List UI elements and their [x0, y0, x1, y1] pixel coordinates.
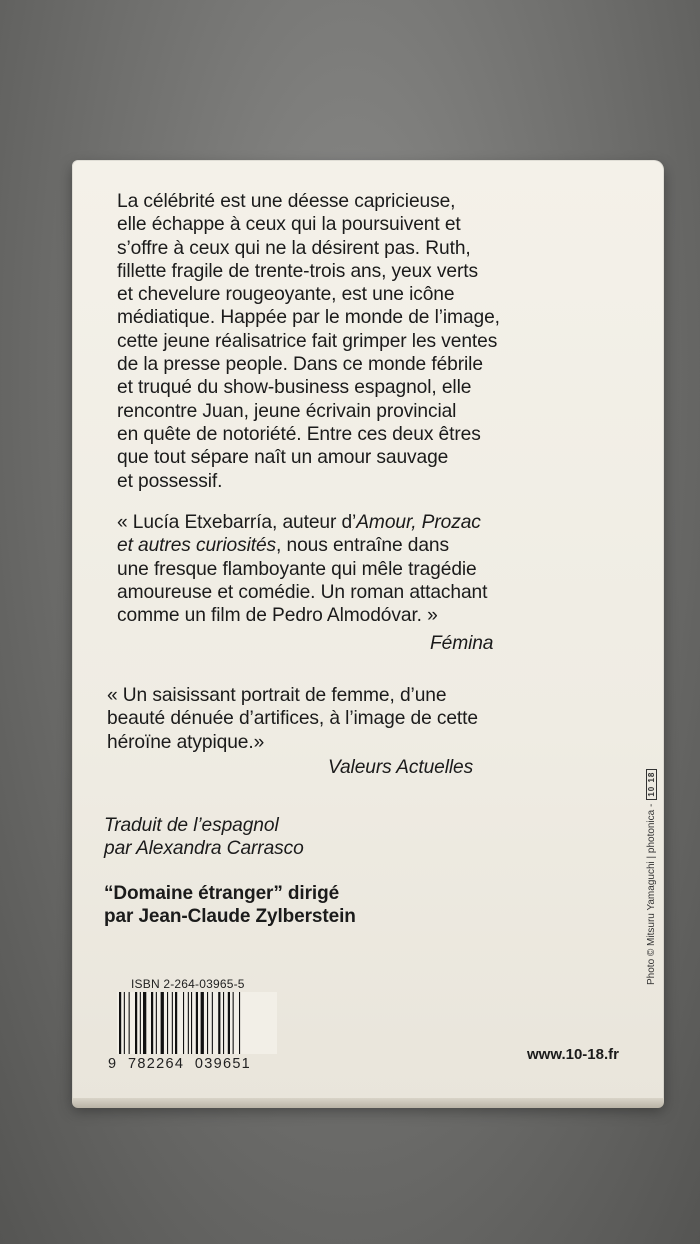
collection-credit: “Domaine étranger” dirigé par Jean-Claude Zylberstein [104, 883, 356, 928]
ean-number: 9 782264 039651 [108, 1056, 252, 1072]
review-source-valeurs: Valeurs Actuelles [328, 757, 474, 778]
review-source-femina: Fémina [430, 633, 494, 654]
review-quote-valeurs: « Un saisissant portrait de femme, d’une beauté dénuée d’artifices, à l’image de cette héroïne atypique.» [107, 685, 478, 753]
synopsis-text: La célébrité est une déesse capricieuse, elle échappe à ceux qui la poursuivent et s’offre à ceux qui ne la désirent pas. Ruth, fillette fragile de trente-trois ans, yeux verts et chevelure rougeoyante, est une icône médiatique. Happée par le monde de l’image, cette jeune réalisatrice fait grimper les ventes de la presse people. Dans ce monde fébrile et truqué du show-business espagnol, elle rencontre Juan, jeune écrivain provincial en quête de notoriété. Entre ces deux êtres que tout sépare naît un amour sauvage et possessif. [117, 191, 500, 492]
barcode [117, 992, 277, 1054]
review-quote-femina: « Lucía Etxebarría, auteur d’Amour, Prozac et autres curiosités, nous entraîne dans une fresque flamboyante qui mêle tragédie amoureuse et comédie. Un roman attachant comme un film de Pedro Almodóvar. » [117, 512, 488, 627]
photo-credit: Photo © Mitsuru Yamaguchi | photonica -10 18 [646, 745, 657, 985]
book-page-edges [72, 1098, 664, 1108]
publisher-logo: 10 18 [646, 769, 657, 800]
translator-credit: Traduit de l’espagnol par Alexandra Carrasco [104, 815, 304, 860]
publisher-website: www.10-18.fr [527, 1046, 619, 1063]
isbn-label: ISBN 2-264-03965-5 [131, 977, 245, 991]
